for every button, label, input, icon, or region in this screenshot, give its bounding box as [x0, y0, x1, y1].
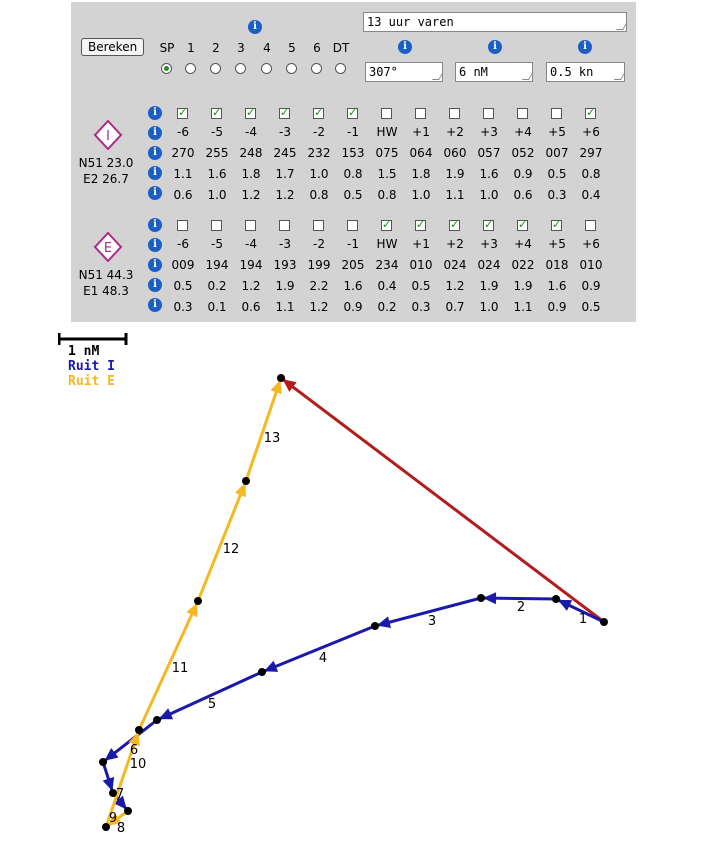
table-cell: 1.9 [513, 279, 533, 293]
table-cell: 0.8 [343, 167, 363, 181]
table-cell: -3 [279, 125, 291, 139]
info-icon[interactable]: i [148, 218, 162, 232]
table-cell: 1.0 [411, 188, 431, 202]
table-cell: 0.5 [547, 167, 567, 181]
table-cell: 010 [409, 258, 433, 272]
hour-label: 7 [115, 787, 125, 802]
table-cell: 0.8 [309, 188, 329, 202]
table-cell: -6 [177, 125, 189, 139]
hour-label: 2 [516, 600, 526, 615]
table-cell: -4 [245, 125, 257, 139]
table-cell: 1.6 [207, 167, 227, 181]
table-cell: 1.6 [479, 167, 499, 181]
info-icon[interactable]: i [148, 298, 162, 312]
speed-field[interactable]: 0.5 kn [546, 62, 625, 82]
table-cell: -5 [211, 237, 223, 251]
column-header: SP [159, 41, 175, 55]
table-cell: 007 [545, 146, 569, 160]
legend-ruit-i: Ruit I [68, 359, 115, 374]
track-point [153, 716, 161, 724]
track-point [552, 595, 560, 603]
column-header: 2 [212, 41, 220, 55]
table-cell: HW [376, 125, 398, 139]
table-cell: 0.5 [581, 300, 601, 314]
table-cell: 0.9 [343, 300, 363, 314]
table-cell: +4 [514, 237, 532, 251]
table-cell: -2 [313, 125, 325, 139]
track-point [477, 594, 485, 602]
info-icon[interactable]: i [248, 20, 262, 34]
table-cell: 1.1 [275, 300, 295, 314]
hour-label: 12 [222, 542, 240, 557]
info-icon[interactable]: i [148, 258, 162, 272]
table-cell: 255 [205, 146, 229, 160]
table-cell: 0.6 [513, 188, 533, 202]
info-icon[interactable]: i [488, 40, 502, 54]
track-segment [198, 481, 246, 601]
hour-label: 6 [129, 743, 139, 758]
table-cell: 1.1 [173, 167, 193, 181]
table-cell: 1.0 [479, 188, 499, 202]
table-cell: 194 [239, 258, 263, 272]
table-cell: 2.2 [309, 279, 329, 293]
info-icon[interactable]: i [148, 186, 162, 200]
track-point [600, 618, 608, 626]
table-cell: +6 [582, 125, 600, 139]
station-lon: E1 48.3 [83, 284, 129, 298]
column-header: 1 [187, 41, 195, 55]
track-segment-arrowhead [270, 380, 281, 394]
hour-label: 3 [427, 614, 437, 629]
table-cell: 0.9 [581, 279, 601, 293]
table-cell: -3 [279, 237, 291, 251]
hour-label: 9 [108, 811, 118, 826]
track-segment [246, 378, 281, 481]
column-header: DT [332, 41, 350, 55]
table-cell: 232 [307, 146, 331, 160]
table-cell: 248 [239, 146, 263, 160]
track-point [242, 477, 250, 485]
table-cell: +6 [582, 237, 600, 251]
table-cell: 052 [511, 146, 535, 160]
table-cell: 018 [545, 258, 569, 272]
column-header: 4 [263, 41, 271, 55]
table-cell: 1.8 [241, 167, 261, 181]
table-cell: 0.2 [207, 279, 227, 293]
table-cell: +2 [446, 237, 464, 251]
station-letter: I [106, 129, 110, 144]
station-lat: N51 23.0 [78, 156, 134, 170]
table-cell: 0.4 [377, 279, 397, 293]
table-cell: 0.4 [581, 188, 601, 202]
table-cell: 1.2 [241, 188, 261, 202]
table-cell: 0.8 [377, 188, 397, 202]
track-point [277, 374, 285, 382]
table-cell: +5 [548, 237, 566, 251]
table-cell: 0.7 [445, 300, 465, 314]
table-cell: -1 [347, 125, 359, 139]
table-cell: +4 [514, 125, 532, 139]
column-header: 5 [288, 41, 296, 55]
hour-label: 4 [318, 651, 328, 666]
table-cell: 1.0 [309, 167, 329, 181]
table-cell: 009 [171, 258, 195, 272]
table-cell: 1.9 [479, 279, 499, 293]
track-segment [157, 672, 262, 720]
table-cell: 153 [341, 146, 365, 160]
hour-label: 5 [207, 697, 217, 712]
table-cell: 064 [409, 146, 433, 160]
table-cell: +1 [412, 125, 430, 139]
table-cell: 0.5 [411, 279, 431, 293]
track-point [258, 668, 266, 676]
info-icon[interactable]: i [398, 40, 412, 54]
table-cell: 270 [171, 146, 195, 160]
calculate-button[interactable]: Bereken [81, 38, 144, 56]
table-cell: 0.5 [343, 188, 363, 202]
table-cell: 193 [273, 258, 297, 272]
table-cell: 075 [375, 146, 399, 160]
track-point [99, 758, 107, 766]
legend-ruit-e: Ruit E [68, 374, 115, 389]
table-cell: 1.2 [309, 300, 329, 314]
course-field[interactable]: 307° [365, 62, 443, 82]
station-letter: E [103, 241, 113, 256]
table-cell: 1.1 [445, 188, 465, 202]
info-icon[interactable]: i [148, 146, 162, 160]
table-cell: 1.5 [377, 167, 397, 181]
table-cell: 060 [443, 146, 467, 160]
hour-label: 10 [129, 757, 147, 772]
table-cell: 1.1 [513, 300, 533, 314]
table-cell: 1.9 [275, 279, 295, 293]
table-cell: -1 [347, 237, 359, 251]
info-icon[interactable]: i [148, 166, 162, 180]
column-header: 6 [313, 41, 321, 55]
table-cell: 0.8 [581, 167, 601, 181]
table-cell: 0.9 [513, 167, 533, 181]
table-cell: 297 [579, 146, 603, 160]
table-cell: 0.1 [207, 300, 227, 314]
info-icon[interactable]: i [578, 40, 592, 54]
info-icon[interactable]: i [148, 278, 162, 292]
table-cell: 1.8 [411, 167, 431, 181]
table-cell: 010 [579, 258, 603, 272]
track-point [135, 726, 143, 734]
table-cell: 057 [477, 146, 501, 160]
track-point [371, 622, 379, 630]
station-lon: E2 26.7 [83, 172, 129, 186]
hour-label: 11 [171, 661, 189, 676]
scale-label: 1 nM [68, 344, 100, 359]
table-cell: +5 [548, 125, 566, 139]
hour-label: 13 [263, 431, 281, 446]
table-cell: 0.5 [173, 279, 193, 293]
table-cell: 0.6 [241, 300, 261, 314]
info-icon[interactable]: i [148, 238, 162, 252]
table-cell: 1.2 [445, 279, 465, 293]
column-header: 3 [237, 41, 245, 55]
table-cell: 234 [375, 258, 399, 272]
track-point [194, 597, 202, 605]
track-point [124, 807, 132, 815]
table-cell: -6 [177, 237, 189, 251]
title-field[interactable]: 13 uur varen [363, 12, 627, 32]
table-cell: 245 [273, 146, 297, 160]
table-cell: -2 [313, 237, 325, 251]
distance-field[interactable]: 6 nM [455, 62, 533, 82]
hour-label: 1 [578, 612, 588, 627]
table-cell: 024 [443, 258, 467, 272]
info-icon[interactable]: i [148, 126, 162, 140]
table-cell: 0.9 [547, 300, 567, 314]
table-cell: 1.9 [445, 167, 465, 181]
table-cell: +1 [412, 237, 430, 251]
table-cell: HW [376, 237, 398, 251]
table-cell: 205 [341, 258, 365, 272]
table-cell: 1.6 [547, 279, 567, 293]
table-cell: +2 [446, 125, 464, 139]
table-cell: 1.6 [343, 279, 363, 293]
table-cell: 0.3 [547, 188, 567, 202]
table-cell: 1.2 [241, 279, 261, 293]
track-segment-arrowhead [103, 777, 114, 791]
course-line [281, 378, 604, 622]
info-icon[interactable]: i [148, 106, 162, 120]
table-cell: 0.6 [173, 188, 193, 202]
table-cell: 199 [307, 258, 331, 272]
hour-label: 8 [116, 821, 126, 836]
table-cell: 194 [205, 258, 229, 272]
table-cell: 1.7 [275, 167, 295, 181]
table-cell: -5 [211, 125, 223, 139]
table-cell: -4 [245, 237, 257, 251]
table-cell: 024 [477, 258, 501, 272]
table-cell: 1.0 [207, 188, 227, 202]
table-cell: +3 [480, 125, 498, 139]
table-cell: +3 [480, 237, 498, 251]
table-cell: 1.0 [479, 300, 499, 314]
table-cell: 1.2 [275, 188, 295, 202]
table-cell: 0.2 [377, 300, 397, 314]
table-cell: 0.3 [173, 300, 193, 314]
table-cell: 022 [511, 258, 535, 272]
table-cell: 0.3 [411, 300, 431, 314]
station-lat: N51 44.3 [78, 268, 134, 282]
